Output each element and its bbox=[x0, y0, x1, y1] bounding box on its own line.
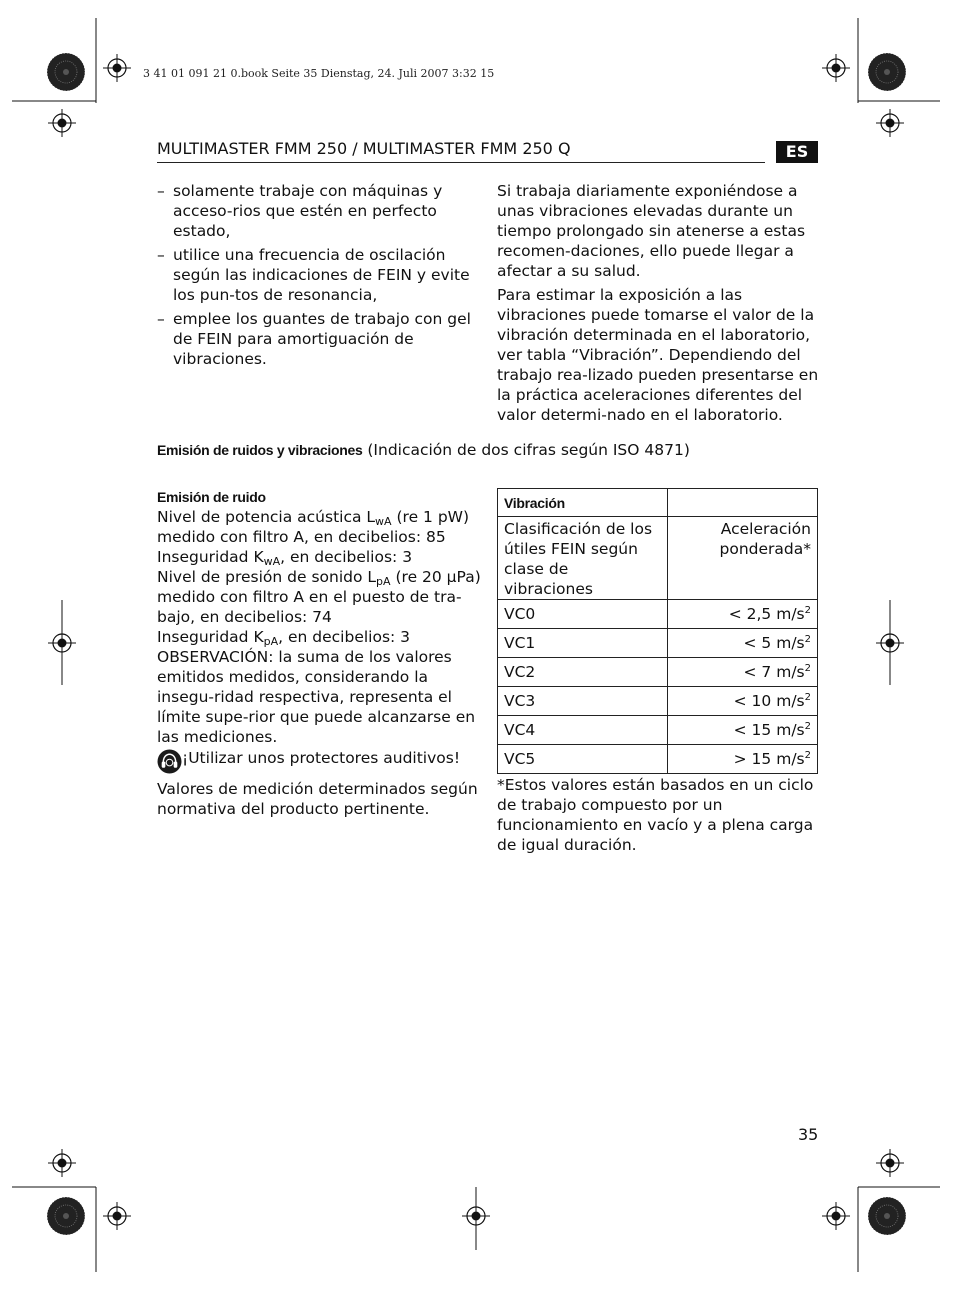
left-column bbox=[157, 181, 479, 373]
value-cell bbox=[668, 600, 818, 629]
list-item bbox=[157, 245, 479, 305]
table-row bbox=[498, 658, 818, 687]
dash-bullet-icon: – bbox=[157, 182, 165, 200]
lpa-line-2: medido con filtro A en el puesto de tra- bbox=[157, 588, 462, 606]
kwa-value: , en decibelios: 3 bbox=[280, 548, 413, 566]
lpa-line bbox=[157, 567, 479, 587]
print-info-line: 3 41 01 091 21 0.book Seite 35 Dienstag, 24. Juli 2007 3:32 15 bbox=[143, 67, 495, 80]
class-cell: VC3 bbox=[498, 687, 668, 716]
comparison-operator: < bbox=[743, 634, 757, 652]
table-row bbox=[498, 716, 818, 745]
class-cell: VC0 bbox=[498, 600, 668, 629]
kpa-value: , en decibelios: 3 bbox=[278, 628, 411, 646]
list-item bbox=[157, 309, 479, 369]
section-heading-note: (Indicación de dos cifras según ISO 4871) bbox=[367, 441, 690, 459]
acceleration-value: 15 bbox=[751, 721, 772, 739]
list-item-text: utilice una frecuencia de oscilación según las indicaciones de FEIN y evite los pun-tos de resonancia, bbox=[173, 246, 470, 304]
list-item bbox=[157, 181, 479, 241]
kpa-line bbox=[157, 627, 479, 647]
value-cell bbox=[668, 687, 818, 716]
table-heading-cell bbox=[498, 489, 668, 517]
right-column bbox=[497, 181, 819, 429]
comparison-operator: < bbox=[733, 692, 747, 710]
dash-bullet-icon: – bbox=[157, 310, 165, 328]
unit-exponent: 2 bbox=[804, 605, 811, 616]
table-heading: Vibración bbox=[504, 494, 565, 511]
header-rule bbox=[157, 162, 765, 163]
language-badge: ES bbox=[776, 141, 818, 163]
table-row bbox=[498, 745, 818, 774]
kpa-label: Inseguridad K bbox=[157, 628, 264, 646]
noise-emission-block bbox=[157, 487, 479, 819]
ear-protection-notice bbox=[157, 748, 479, 768]
list-item-text: emplee los guantes de trabajo con gel de FEIN para amortiguación de vibraciones. bbox=[173, 310, 471, 368]
comparison-operator: > bbox=[733, 750, 747, 768]
kwa-subscript: wA bbox=[263, 555, 281, 568]
unit-exponent: 2 bbox=[804, 750, 811, 761]
class-cell: VC5 bbox=[498, 745, 668, 774]
measurement-note: Valores de medición determinados según normativa del producto pertinente. bbox=[157, 780, 478, 818]
lpa-subscript: pA bbox=[376, 575, 391, 588]
lpa-reference: (re 20 µPa) bbox=[390, 568, 481, 586]
lwa-reference: (re 1 pW) bbox=[391, 508, 470, 526]
kpa-subscript: pA bbox=[263, 635, 279, 648]
table-header-row bbox=[498, 489, 818, 517]
value-cell bbox=[668, 745, 818, 774]
lwa-value-line: medido con filtro A, en decibelios: 85 bbox=[157, 528, 446, 546]
table-footnote: *Estos valores están basados en un ciclo de trabajo compuesto por un funcionamiento en vacío y a plena carga de igual duración. bbox=[497, 776, 814, 854]
unit: m/s bbox=[776, 692, 805, 710]
column-header-classification: Clasificación de los útiles FEIN según clase de vibraciones bbox=[498, 517, 668, 600]
lwa-label: Nivel de potencia acústica L bbox=[157, 508, 376, 526]
table-row bbox=[498, 600, 818, 629]
table-heading-empty-cell bbox=[668, 489, 818, 517]
lwa-subscript: wA bbox=[375, 515, 392, 528]
lpa-label: Nivel de presión de sonido L bbox=[157, 568, 377, 586]
kwa-label: Inseguridad K bbox=[157, 548, 264, 566]
class-cell: VC2 bbox=[498, 658, 668, 687]
value-cell bbox=[668, 716, 818, 745]
observation-text: OBSERVACIÓN: la suma de los valores emitidos medidos, considerando la insegu-ridad respectiva, representa el límite supe-rior que puede alcanzarse en las mediciones. bbox=[157, 648, 476, 746]
vibration-table bbox=[497, 488, 818, 774]
lwa-line bbox=[157, 507, 479, 527]
comparison-operator: < bbox=[743, 663, 757, 681]
paragraph: Para estimar la exposición a las vibraciones puede tomarse el valor de la vibración determinada en el laboratorio, ver tabla “Vibración”. Dependiendo del trabajo rea-lizado pueden presentarse en la práctica aceleraciones diferentes del valor determi-nado en el laboratorio. bbox=[497, 286, 819, 424]
acceleration-value: 5 bbox=[761, 634, 772, 652]
ear-protection-text: ¡Utilizar unos protectores auditivos! bbox=[182, 749, 461, 767]
noise-heading: Emisión de ruido bbox=[157, 489, 266, 505]
acceleration-value: 15 bbox=[751, 750, 772, 768]
section-heading-title: Emisión de ruidos y vibraciones bbox=[157, 442, 363, 458]
class-cell: VC4 bbox=[498, 716, 668, 745]
comparison-operator: < bbox=[728, 605, 742, 623]
paragraph: Si trabaja diariamente exponiéndose a unas vibraciones elevadas durante un tiempo prolongado sin atenerse a estas recomen-daciones, ello puede llegar a afectar a su salud. bbox=[497, 182, 806, 280]
header-title-text: MULTIMASTER FMM 250 / MULTIMASTER FMM 250 Q bbox=[157, 139, 571, 158]
acceleration-value: 7 bbox=[761, 663, 772, 681]
table-subheader-row bbox=[498, 517, 818, 600]
acceleration-header-text: Aceleración ponderada* bbox=[719, 520, 811, 558]
page-number: 35 bbox=[798, 1125, 819, 1144]
table-row bbox=[498, 629, 818, 658]
lpa-value-line: bajo, en decibelios: 74 bbox=[157, 608, 332, 626]
value-cell bbox=[668, 658, 818, 687]
unit-exponent: 2 bbox=[804, 634, 811, 645]
unit: m/s bbox=[776, 605, 805, 623]
column-header-acceleration bbox=[668, 517, 818, 600]
section-heading bbox=[157, 441, 690, 459]
comparison-operator: < bbox=[733, 721, 747, 739]
unit: m/s bbox=[776, 750, 805, 768]
acceleration-value: 2,5 bbox=[746, 605, 772, 623]
unit-exponent: 2 bbox=[804, 692, 811, 703]
unit: m/s bbox=[776, 721, 805, 739]
dash-bullet-icon: – bbox=[157, 246, 165, 264]
unit-exponent: 2 bbox=[804, 663, 811, 674]
acceleration-value: 10 bbox=[751, 692, 772, 710]
unit: m/s bbox=[776, 663, 805, 681]
ear-protection-icon bbox=[157, 749, 182, 774]
class-cell: VC1 bbox=[498, 629, 668, 658]
unit: m/s bbox=[776, 634, 805, 652]
unit-exponent: 2 bbox=[804, 721, 811, 732]
table-row bbox=[498, 687, 818, 716]
kwa-line bbox=[157, 547, 479, 567]
list-item-text: solamente trabaje con máquinas y acceso-rios que estén en perfecto estado, bbox=[173, 182, 443, 240]
value-cell bbox=[668, 629, 818, 658]
running-header-title bbox=[157, 139, 571, 158]
